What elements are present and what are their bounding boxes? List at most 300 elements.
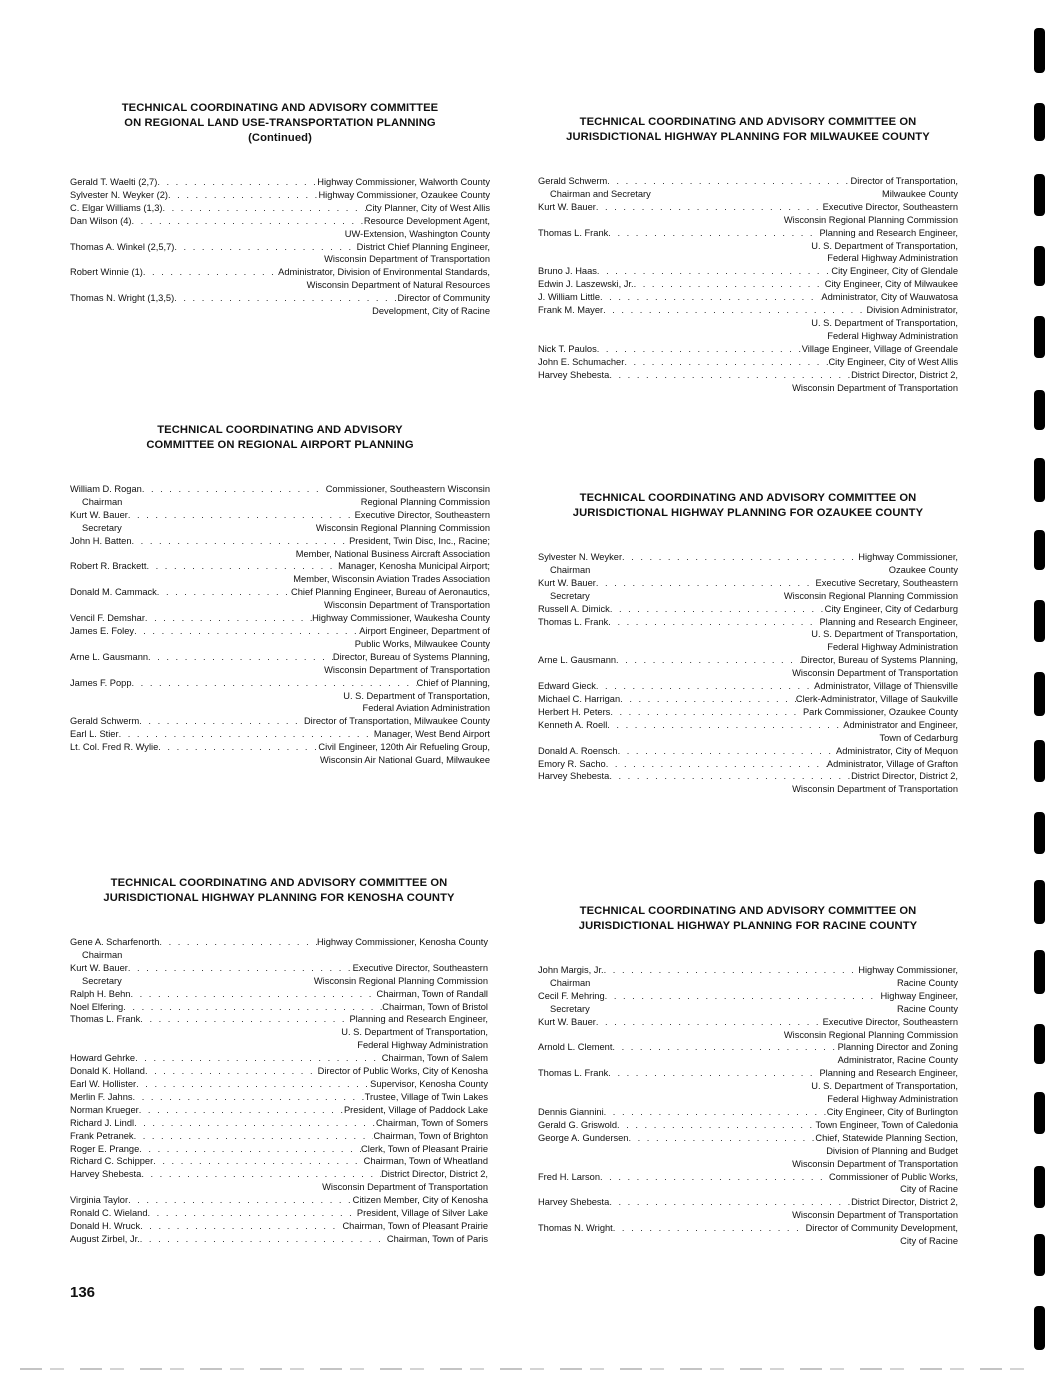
member-entry [538, 291, 958, 304]
member-entry [538, 758, 958, 771]
member-line [538, 577, 958, 590]
section-title-line: TECHNICAL COORDINATING AND ADVISORY COMMITTEE ON [579, 905, 917, 917]
section-title-line: JURISDICTIONAL HIGHWAY PLANNING FOR MILWAUKEE COUNTY [566, 131, 930, 143]
member-name: Harvey Shebesta [538, 771, 610, 782]
member-continuation [70, 754, 490, 767]
member-entry [538, 577, 958, 603]
member-entry [70, 1104, 488, 1117]
member-role: Secretary [550, 590, 590, 601]
member-line [70, 1117, 488, 1130]
member-title: Racine County [897, 977, 958, 988]
member-title: Director of Community Development, [805, 1223, 958, 1234]
member-name: Richard C. Schipper [70, 1156, 154, 1167]
member-entry [70, 677, 490, 716]
member-name: Gene A. Scharfenorth [70, 937, 160, 947]
member-title: Chairman, Town of Randall [376, 988, 488, 999]
member-continuation [538, 590, 958, 603]
section-milwaukee [538, 115, 958, 394]
member-entry [538, 1196, 958, 1222]
leader-dots [612, 1041, 837, 1054]
leader-dots [597, 265, 831, 278]
member-title: Wisconsin Regional Planning Commission [783, 1029, 958, 1040]
member-roster [70, 936, 488, 1246]
member-entry [538, 551, 958, 577]
member-title: Administrator and Engineer, [843, 719, 958, 730]
member-title: Director, Bureau of Systems Planning, [800, 655, 958, 666]
member-name: Arne L. Gausmann [70, 651, 149, 662]
section-title [70, 876, 488, 906]
member-title: Chairman, Town of Brighton [373, 1130, 488, 1141]
member-role [538, 1158, 550, 1171]
member-role [70, 279, 82, 292]
binding-mark [1034, 950, 1045, 994]
section-title-line: JURISDICTIONAL HIGHWAY PLANNING FOR RACINE COUNTY [578, 920, 918, 932]
leader-dots [168, 189, 318, 202]
member-title: Clerk-Administrator, Village of Saukville [795, 693, 958, 704]
member-title: Wisconsin Department of Transportation [324, 600, 490, 611]
leader-dots [596, 577, 816, 590]
member-title: Commissioner of Public Works, [829, 1171, 958, 1182]
member-line [538, 369, 958, 382]
member-entry [538, 265, 958, 278]
member-continuation [538, 1235, 958, 1248]
binding-mark [1034, 28, 1045, 73]
member-roster [538, 964, 958, 1248]
leader-dots [140, 1233, 387, 1246]
member-entry [70, 483, 490, 509]
member-continuation [70, 253, 490, 266]
member-continuation [538, 564, 958, 577]
member-line [70, 1001, 488, 1014]
member-line [538, 770, 958, 783]
leader-dots [139, 1104, 344, 1117]
member-title: Wisconsin Regional Planning Commission [783, 214, 958, 225]
section-title-line: TECHNICAL COORDINATING AND ADVISORY COMMITTEE ON [579, 116, 917, 128]
member-title: Executive Director, Southeastern [352, 962, 488, 973]
member-title: District Director, District 2, [851, 1197, 958, 1208]
member-entry [538, 1106, 958, 1119]
member-continuation [538, 628, 958, 641]
member-title: Federal Highway Administration [827, 253, 958, 264]
member-line [538, 1222, 958, 1235]
member-name: Dennis Giannini [538, 1106, 604, 1117]
member-name: Donald H. Wruck [70, 1220, 141, 1231]
member-continuation [538, 240, 958, 253]
member-name: Lt. Col. Fred R. Wylie [70, 742, 159, 753]
section-title [538, 115, 958, 145]
leader-dots [604, 1106, 827, 1119]
member-entry [70, 625, 490, 651]
member-title: Chairman, Town of Wheatland [363, 1156, 488, 1167]
member-role [538, 641, 550, 654]
leader-dots [134, 1117, 376, 1130]
member-entry [538, 654, 958, 680]
member-role [538, 240, 550, 253]
member-name: Michael C. Harrigan [538, 693, 621, 704]
member-continuation [70, 638, 490, 651]
member-name: Frank Petranek [70, 1130, 134, 1141]
member-name: Virginia Taylor [70, 1195, 129, 1206]
member-title: City Engineer, City of Burlington [826, 1106, 958, 1117]
member-role [70, 548, 82, 561]
binding-marks [1028, 0, 1056, 1380]
member-title: Administrator, Racine County [837, 1055, 958, 1066]
member-entry [538, 990, 958, 1016]
member-line [538, 654, 958, 667]
member-title: Wisconsin Department of Transportation [324, 664, 490, 675]
member-title: U. S. Department of Transportation, [343, 690, 490, 701]
member-line [70, 715, 490, 728]
member-continuation [70, 664, 490, 677]
member-title: Administrator, Village of Grafton [826, 758, 958, 769]
member-title: Supervisor, Kenosha County [370, 1078, 488, 1089]
member-title: Director of Transportation, [850, 176, 958, 186]
member-name: Bruno J. Haas [538, 266, 597, 277]
member-role [538, 330, 550, 343]
member-continuation [70, 228, 490, 241]
member-line [538, 1132, 958, 1145]
member-entry [70, 266, 490, 292]
member-line [538, 551, 958, 564]
section-ozaukee [538, 491, 958, 796]
member-role [70, 664, 82, 677]
member-title: Executive Director, Southeastern [354, 509, 490, 520]
member-title: Resource Development Agent, [363, 215, 490, 226]
member-name: Edward Gieck [538, 681, 596, 692]
member-continuation [538, 1003, 958, 1016]
member-continuation [538, 732, 958, 745]
member-continuation [70, 496, 490, 509]
member-line [70, 292, 490, 305]
member-line [538, 719, 958, 732]
leader-dots [143, 266, 278, 279]
member-role [70, 1181, 82, 1194]
member-title: City Planner, City of West Allis [365, 202, 490, 213]
leader-dots [608, 1067, 819, 1080]
binding-mark [1034, 880, 1045, 924]
member-role [538, 1209, 550, 1222]
leader-dots [600, 291, 821, 304]
member-name: Thomas L. Frank [538, 616, 609, 627]
member-entry [538, 1222, 958, 1248]
binding-mark [1034, 103, 1045, 141]
member-entry [538, 1016, 958, 1042]
binding-mark [1034, 1234, 1045, 1276]
member-line [538, 265, 958, 278]
binding-mark [1034, 174, 1045, 216]
member-role [70, 1039, 82, 1052]
member-title: Chairman, Town of Salem [381, 1053, 488, 1064]
member-line [70, 936, 488, 949]
member-entry [70, 715, 490, 728]
member-continuation [538, 214, 958, 227]
member-entry [70, 1117, 488, 1130]
member-role [70, 305, 82, 318]
member-continuation [70, 702, 490, 715]
member-entry [538, 770, 958, 796]
member-role [538, 783, 550, 796]
member-entry [70, 741, 490, 767]
leader-dots [624, 356, 828, 369]
member-entry [70, 1220, 488, 1233]
member-title: Citizen Member, City of Kenosha [352, 1195, 488, 1206]
member-entry [70, 728, 490, 741]
member-title: Wisconsin Department of Transportation [324, 254, 490, 265]
member-line [70, 266, 490, 279]
member-title: Milwaukee County [882, 188, 958, 199]
member-entry [538, 1119, 958, 1132]
member-title: Executive Director, Southeastern [822, 201, 958, 212]
member-title: Chief, Statewide Planning Section, [815, 1132, 958, 1143]
section-land-use [70, 101, 490, 318]
member-entry [538, 603, 958, 616]
member-name: August Zirbel, Jr. [70, 1233, 140, 1244]
member-name: Arne L. Gausmann [538, 655, 617, 666]
member-entry [538, 1067, 958, 1106]
member-line [538, 175, 958, 188]
member-role [538, 214, 550, 227]
member-name: John H. Batten [70, 535, 132, 546]
leader-dots [128, 1194, 353, 1207]
member-line [538, 201, 958, 214]
member-entry [538, 304, 958, 343]
member-title: Town of Cedarburg [879, 732, 958, 743]
member-line [538, 745, 958, 758]
member-title: President, Village of Silver Lake [356, 1208, 488, 1219]
member-name: Donald A. Roensch [538, 745, 618, 756]
member-line [538, 304, 958, 317]
member-role [538, 382, 550, 395]
member-name: Sylvester N. Weyker (2) [70, 189, 168, 200]
section-title [538, 491, 958, 521]
leader-dots [609, 1196, 851, 1209]
member-line [70, 483, 490, 496]
member-role: Chairman [550, 564, 591, 575]
member-name: C. Elgar Williams (1,3) [70, 202, 163, 213]
member-name: James F. Popp [70, 677, 132, 688]
leader-dots [613, 1222, 806, 1235]
binding-mark [1034, 530, 1045, 570]
member-name: Merlin F. Jahns [70, 1091, 133, 1102]
member-line [70, 651, 490, 664]
member-line [538, 616, 958, 629]
member-name: Harvey Shebesta [538, 369, 610, 380]
member-continuation [538, 1158, 958, 1171]
section-title [70, 101, 490, 146]
member-entry [538, 175, 958, 201]
leader-dots [157, 176, 317, 189]
member-role [538, 1145, 550, 1158]
member-role [70, 253, 82, 266]
binding-mark [1034, 1092, 1045, 1134]
member-name: Herbert H. Peters [538, 706, 611, 717]
member-entry [538, 680, 958, 693]
member-title: Wisconsin Department of Transportation [792, 1210, 958, 1221]
member-title: Wisconsin Air National Guard, Milwaukee [320, 755, 490, 766]
member-name: Howard Gehrke [70, 1053, 136, 1064]
member-line [70, 1065, 488, 1078]
member-role [70, 690, 82, 703]
member-role: Secretary [82, 522, 122, 533]
leader-dots [131, 215, 363, 228]
member-name: Gerald Schwerm [70, 716, 140, 727]
member-title: Park Commissioner, Ozaukee County [802, 706, 958, 717]
member-role [538, 1235, 550, 1248]
member-title: Wisconsin Department of Natural Resources [306, 280, 490, 291]
section-title-line: TECHNICAL COORDINATING AND ADVISORY COMMITTEE [121, 102, 439, 114]
member-name: Vencil F. Demshar [70, 613, 145, 624]
leader-dots [128, 962, 353, 975]
leader-dots [135, 1052, 382, 1065]
leader-dots [174, 292, 397, 305]
member-line [70, 728, 490, 741]
member-entry [70, 176, 490, 189]
member-line [70, 741, 490, 754]
leader-dots [148, 651, 333, 664]
member-line [538, 356, 958, 369]
member-role [70, 702, 82, 715]
member-continuation [538, 1209, 958, 1222]
member-name: Gerald Schwerm [538, 176, 608, 186]
member-line [70, 1052, 488, 1065]
member-line [70, 215, 490, 228]
section-racine [538, 904, 958, 1248]
member-title: Village Engineer, Village of Greendale [801, 343, 958, 354]
leader-dots [145, 612, 312, 625]
member-title: Division Administrator, [866, 305, 958, 316]
member-line [70, 1078, 488, 1091]
member-title: U. S. Department of Transportation, [811, 1081, 958, 1092]
member-roster [538, 175, 958, 394]
member-continuation [70, 1181, 488, 1194]
member-title: Planning and Research Engineer, [819, 227, 958, 238]
member-title: Federal Aviation Administration [362, 703, 490, 714]
member-name: James E. Foley [70, 625, 135, 636]
member-entry [538, 745, 958, 758]
member-entry [70, 962, 488, 988]
member-line [70, 1143, 488, 1156]
binding-mark [1034, 740, 1045, 782]
member-name: George A. Gundersen [538, 1132, 629, 1143]
binding-mark [1034, 1306, 1045, 1350]
leader-dots [157, 586, 291, 599]
leader-dots [634, 278, 825, 291]
member-entry [70, 651, 490, 677]
member-title: Chairman, Town of Pleasant Prairie [342, 1220, 488, 1231]
member-entry [70, 936, 488, 962]
member-title: Manager, West Bend Airport [373, 729, 490, 740]
member-title: Administrator, Village of Thiensville [814, 681, 958, 692]
member-continuation [70, 949, 488, 962]
member-continuation [538, 188, 958, 201]
member-title: District Director, District 2, [381, 1169, 488, 1180]
member-continuation [538, 1029, 958, 1042]
scan-edge-line [20, 1368, 1036, 1370]
binding-mark [1034, 1024, 1045, 1064]
member-line [538, 1041, 958, 1054]
member-entry [70, 1001, 488, 1014]
member-name: Robert Winnie (1) [70, 267, 143, 278]
member-title: Administrator, City of Mequon [836, 745, 958, 756]
member-continuation [70, 305, 490, 318]
member-continuation [70, 975, 488, 988]
member-entry [70, 292, 490, 318]
member-line [70, 962, 488, 975]
member-continuation [538, 977, 958, 990]
member-name: Edwin J. Laszewski, Jr. [538, 279, 634, 290]
member-name: Gerald T. Waelti (2,7) [70, 177, 158, 187]
leader-dots [132, 535, 350, 548]
leader-dots [603, 304, 866, 317]
member-name: Emory R. Sacho [538, 758, 606, 769]
member-title: Public Works, Milwaukee County [354, 638, 490, 649]
leader-dots [158, 741, 318, 754]
member-name: Earl W. Hollister [70, 1078, 137, 1089]
member-entry [70, 586, 490, 612]
leader-dots [616, 654, 801, 667]
member-title: Wisconsin Department of Transportation [792, 1158, 958, 1169]
member-continuation [538, 317, 958, 330]
member-line [538, 278, 958, 291]
member-title: Ozaukee County [888, 564, 958, 575]
member-entry [538, 227, 958, 266]
leader-dots [606, 758, 827, 771]
leader-dots [604, 964, 859, 977]
section-title [70, 423, 490, 453]
member-name: Harvey Shebesta [538, 1197, 610, 1208]
member-name: Kurt W. Bauer [538, 577, 596, 588]
member-entry [538, 616, 958, 655]
member-line [70, 1155, 488, 1168]
member-title: U. S. Department of Transportation, [811, 629, 958, 640]
member-name: Sylvester N. Weyker [538, 552, 623, 562]
member-title: Wisconsin Regional Planning Commission [783, 590, 958, 601]
member-role [70, 638, 82, 651]
leader-dots [618, 745, 836, 758]
member-title: Commissioner, Southeastern Wisconsin [325, 484, 490, 494]
member-line [70, 1168, 488, 1181]
member-entry [538, 1171, 958, 1197]
member-role [538, 732, 550, 745]
leader-dots [162, 202, 365, 215]
member-entry [538, 693, 958, 706]
member-entry [70, 1091, 488, 1104]
member-title: Regional Planning Commission [360, 496, 490, 507]
leader-dots [134, 625, 359, 638]
member-line [70, 1194, 488, 1207]
section-title-line: TECHNICAL COORDINATING AND ADVISORY COMMITTEE ON [579, 492, 917, 504]
member-title: President, Twin Disc, Inc., Racine; [349, 535, 490, 546]
member-line [70, 1104, 488, 1117]
member-name: Thomas A. Winkel (2,5,7) [70, 241, 175, 252]
member-line [70, 202, 490, 215]
member-title: Division of Planning and Budget [826, 1145, 958, 1156]
member-continuation [538, 641, 958, 654]
member-entry [70, 1052, 488, 1065]
member-role: Chairman and Secretary [550, 188, 651, 199]
member-name: John Margis, Jr. [538, 965, 604, 975]
member-entry [70, 535, 490, 561]
member-name: Gerald G. Griswold [538, 1119, 618, 1130]
section-airport [70, 423, 490, 767]
member-line [538, 1196, 958, 1209]
member-name: Thomas L. Frank [538, 227, 609, 238]
member-line [538, 291, 958, 304]
member-line [538, 758, 958, 771]
member-continuation [70, 279, 490, 292]
binding-mark [1034, 390, 1045, 430]
member-name: Kurt W. Bauer [538, 201, 596, 212]
